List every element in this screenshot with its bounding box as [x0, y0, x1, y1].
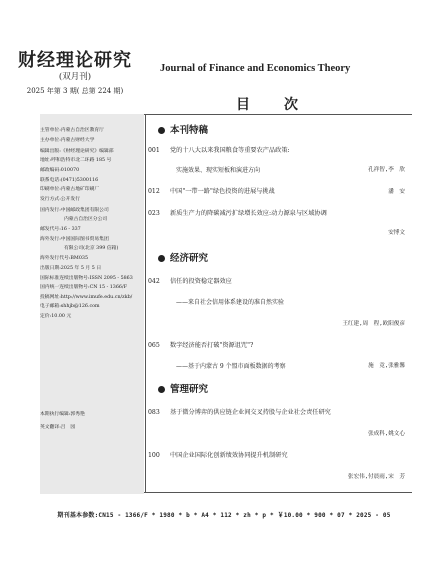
article-title: 基于微分博弈的供应链企业间交叉持股与企业社会责任研究: [170, 409, 331, 416]
toc-entry[interactable]: [148, 186, 275, 195]
bullet-icon: [158, 255, 165, 262]
sidebar-info-line: 内蒙古自治区分公司: [40, 217, 108, 222]
section-title: 经济研究: [170, 253, 209, 264]
journal-frequency: (双月刊): [58, 72, 92, 82]
page-number: 083: [148, 409, 160, 416]
page-number: 012: [148, 188, 160, 195]
article-title: 新质生产力的降碳减污扩绿增长效应:动力源泉与区域协调: [170, 210, 327, 217]
section-heading-management: [158, 381, 208, 395]
page-number: 065: [148, 342, 160, 349]
toc-entry[interactable]: [148, 407, 331, 416]
article-authors: 张成科,姚文心: [368, 431, 405, 437]
sidebar-info-line: 本期执行编辑:郭秀艳: [40, 412, 85, 417]
journal-parameters: 期刊基本参数:CN15 - 1366/F * 1980 * b * A4 * 112 * zh * p * ￥10.00 * 900 * 07 * 2025 - 05: [57, 512, 391, 519]
sidebar-info-line: 编辑出版:《财经理论研究》编辑部: [40, 149, 114, 154]
toc-entry[interactable]: [148, 450, 288, 459]
sidebar-info-line: 邮政编码:010070: [40, 168, 80, 173]
section-title: 管理研究: [170, 384, 209, 395]
sidebar-info-line: 主办单位:内蒙古财经大学: [40, 138, 95, 143]
toc-entry[interactable]: [148, 208, 327, 217]
column-divider: [145, 114, 146, 492]
sidebar-info-line: 海外发行代号:BM035: [40, 256, 88, 261]
article-title: 党的十八大以来我国粮食等重要农产品政策:: [170, 147, 290, 154]
article-authors: 安博文: [388, 230, 405, 236]
article-authors: 王红建,周 程,欧阳俊彦: [342, 321, 405, 327]
sidebar-info-line: 邮发代号:16 - 337: [40, 227, 81, 232]
section-title: 本刊特稿: [170, 125, 209, 136]
article-subtitle: 实施效果、现实短板和演进方向: [176, 167, 261, 174]
sidebar-info-line: 英文翻译:吕 园: [40, 425, 76, 430]
article-title: 信任的投资稳定器效应: [170, 278, 232, 285]
bullet-icon: [158, 386, 165, 393]
sidebar-info-line: 出版日期:2025 年 5 月 5 日: [40, 266, 102, 271]
article-authors: 孔祥智,李 欣: [368, 167, 405, 173]
article-authors: 施 竟,张雅馨: [368, 363, 405, 369]
sidebar-info-line: 国内统一连续出版物号:CN 15 - 1366/F: [40, 285, 127, 290]
sidebar-info-line: 国际标准连续出版物号:ISSN 2095 - 5863: [40, 276, 133, 281]
page-number: 042: [148, 278, 160, 285]
toc-entry[interactable]: [148, 276, 232, 285]
section-heading-special: [158, 122, 208, 136]
article-title: 数字经济能否打破"资源诅咒"?: [170, 342, 254, 349]
section-heading-economics: [158, 250, 208, 264]
sidebar-info-line: 发行方式:公开发行: [40, 197, 80, 202]
article-subtitle: ——基于内蒙古 9 个盟市面板数据的考察: [176, 363, 286, 370]
sidebar-info-line: 电子邮箱:shhjb@126.com: [40, 304, 100, 309]
bullet-icon: [158, 127, 165, 134]
sidebar-info-line: 国内发行:中国邮政集团有限公司: [40, 208, 109, 213]
sidebar-info-line: 印刷单位:内蒙古地矿印刷厂: [40, 187, 100, 192]
article-authors: 张宏伟,付晨雨,宋 芳: [347, 474, 405, 480]
sidebar-info-line: 有限公司(北京 399 信箱): [40, 246, 119, 251]
article-title: 中国"一带一路"绿色投资的进展与挑战: [170, 188, 275, 195]
journal-title-en: Journal of Finance and Economics Theory: [160, 63, 351, 74]
article-authors: 潘 安: [388, 189, 405, 195]
sidebar-info-line: 定价:10.00 元: [40, 314, 72, 319]
article-title: 中国企业国际化创新绩效协同提升机制研究: [170, 452, 288, 459]
sidebar-info-line: 主管单位:内蒙古自治区教育厅: [40, 128, 104, 133]
toc-entry[interactable]: [148, 145, 290, 154]
page-number: 001: [148, 147, 160, 154]
issue-number: 2025 年第 3 期( 总第 224 期): [26, 87, 124, 95]
article-subtitle: ——来自社会信用体系建设的准自然实验: [176, 299, 285, 306]
contents-heading: 目 次: [236, 97, 308, 113]
page-number: 100: [148, 452, 160, 459]
sidebar-info-line: 海外发行:中国国际图书贸易集团: [40, 237, 109, 242]
sidebar-info-line: 投稿网址:http://www.imufe.edu.cn/zkb/: [40, 295, 133, 300]
toc-entry[interactable]: [148, 340, 253, 349]
sidebar-info-line: 联系电话:(0471)5300116: [40, 178, 99, 183]
sidebar-info-line: 地址:呼和浩特市北二环路 185 号: [40, 158, 112, 163]
journal-title-cn: 财经理论研究: [18, 50, 132, 71]
page-number: 023: [148, 210, 160, 217]
publication-info-sidebar: [40, 114, 144, 494]
